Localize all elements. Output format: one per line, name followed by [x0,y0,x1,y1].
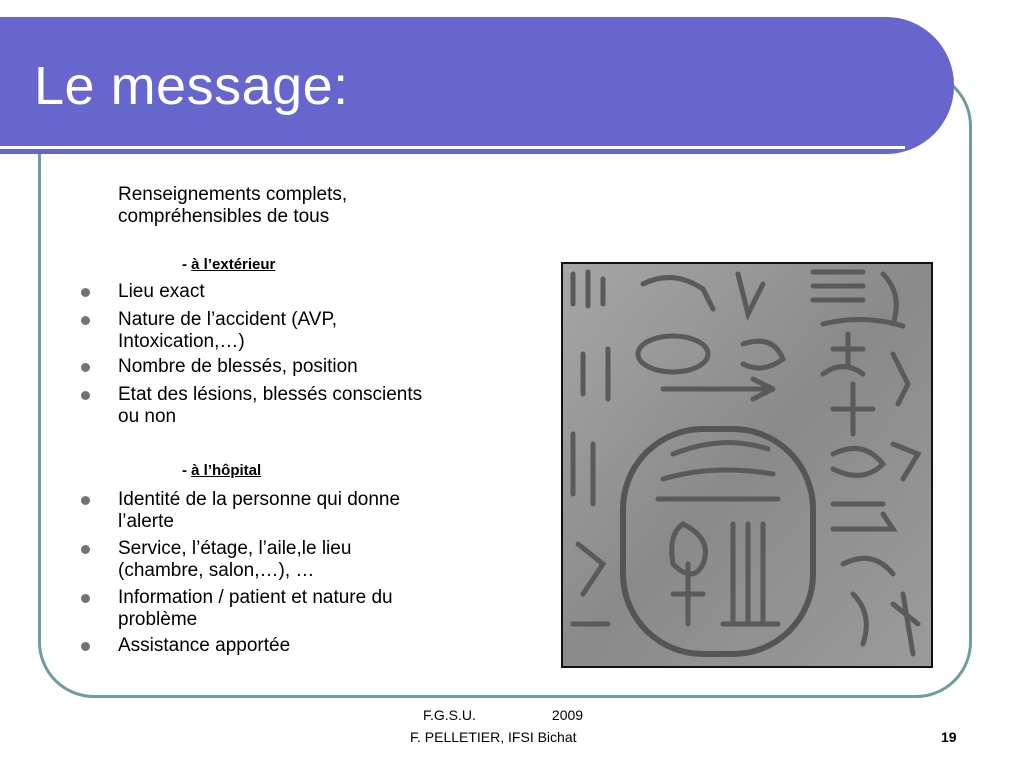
list-item-text: (chambre, salon,…), … [118,560,315,581]
list-item-text: ou non [118,406,177,427]
bullet-icon [81,642,90,651]
section-heading-hopital [182,462,261,479]
hieroglyphs-image [561,262,933,668]
title-underline [0,146,905,149]
list-item-text: Nature de l’accident (AVP, [118,309,337,330]
footer-org: F.G.S.U. [423,707,476,723]
section-label: à l’extérieur [191,256,276,273]
list-item-text: Information / patient et nature du [118,587,393,608]
list-item [118,538,498,582]
section-dash: - [182,462,192,479]
list-item [118,587,498,631]
list-item [118,489,498,533]
title-banner [0,17,954,154]
section-heading-exterieur [182,256,275,273]
bullet-icon [81,288,90,297]
hieroglyphs-relief-icon [563,264,931,666]
list-item [118,384,498,428]
bullet-icon [81,594,90,603]
list-item-text: problème [118,609,198,630]
intro-line-1: Renseignements complets, [118,184,348,205]
list-item [118,309,498,353]
list-item-text: Intoxication,…) [118,331,245,352]
list-item-text: Lieu exact [118,281,205,302]
section-dash: - [182,256,192,273]
bullet-icon [81,391,90,400]
list-item-text: Etat des lésions, blessés conscients [118,384,423,405]
list-item [118,281,498,303]
list-item-text: Identité de la personne qui donne [118,489,401,510]
bullet-icon [81,363,90,372]
footer-year: 2009 [551,707,584,723]
list-item-text: Assistance apportée [118,635,291,656]
bullet-icon [81,316,90,325]
list-item-text: Service, l’étage, l’aile,le lieu [118,538,352,559]
bullet-icon [81,545,90,554]
footer-line-1 [423,707,583,723]
list-item-text: l’alerte [118,511,174,532]
list-item [118,356,498,378]
footer-author: F. PELLETIER, IFSI Bichat [410,729,577,745]
section-label: à l’hôpital [191,462,262,479]
page-number: 19 [941,729,957,745]
list-item [118,635,498,657]
intro-line-2: compréhensibles de tous [118,206,330,227]
slide-title: Le message: [34,56,349,116]
bullet-icon [81,496,90,505]
list-item-text: Nombre de blessés, position [118,356,358,377]
